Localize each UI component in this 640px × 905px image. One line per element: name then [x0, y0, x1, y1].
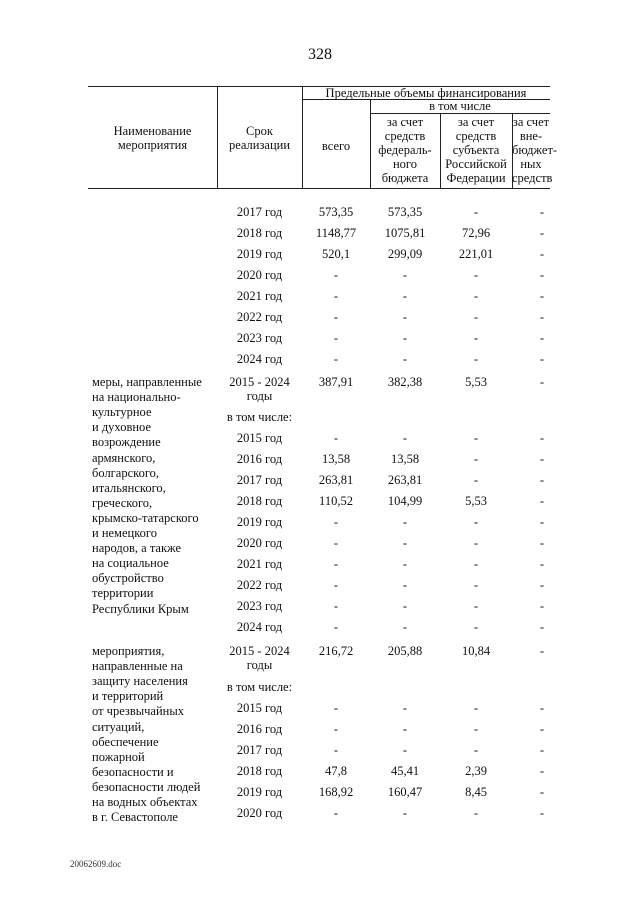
cell-total: - [333, 599, 339, 613]
cell-subject: - [473, 515, 479, 529]
cell-subject: - [473, 599, 479, 613]
header-offbudget-line: ных [520, 157, 542, 171]
cell-offbudget: - [539, 536, 545, 550]
cell-federal: - [402, 743, 408, 757]
cell-federal: 13,58 [390, 452, 420, 466]
cell-total: - [333, 722, 339, 736]
cell-offbudget: - [539, 578, 545, 592]
cell-period: 2020 год [236, 536, 283, 550]
measure-text-line: обеспечение [92, 734, 159, 749]
cell-federal: 45,41 [390, 764, 420, 778]
cell-period: 2021 год [236, 557, 283, 571]
cell-offbudget: - [539, 289, 545, 303]
cell-subject: - [473, 578, 479, 592]
cell-subject: 10,84 [461, 644, 491, 658]
cell-period: 2017 год [236, 743, 283, 757]
cell-offbudget: - [539, 515, 545, 529]
cell-total: 216,72 [318, 644, 354, 658]
cell-subject: - [473, 806, 479, 820]
header-offbudget-line: средств [512, 171, 553, 185]
cell-federal: - [402, 268, 408, 282]
cell-subject: - [473, 310, 479, 324]
cell-federal: - [402, 701, 408, 715]
header-bottom-border [88, 188, 550, 189]
measure-text-line: и немецкого [92, 526, 157, 540]
cell-period: 2022 год [236, 578, 283, 592]
measure-text-line: культурное [92, 405, 152, 420]
cell-offbudget: - [539, 743, 545, 757]
cell-subject: - [473, 473, 479, 487]
cell-period: 2020 год [236, 806, 283, 820]
measure-text-line: и духовное [92, 420, 151, 435]
header-subject-line: средств [455, 129, 497, 143]
cell-offbudget: - [539, 620, 545, 634]
cell-period: 2021 год [236, 289, 283, 303]
header-subject-line: Российской [445, 157, 507, 171]
cell-offbudget: - [539, 205, 545, 219]
cell-period: 2015 год [236, 701, 283, 715]
footer-filename: 20062609.doc [70, 859, 122, 869]
cell-total: 110,52 [319, 494, 353, 508]
cell-federal: - [402, 352, 408, 366]
cell-total: - [333, 268, 339, 282]
cell-offbudget: - [539, 226, 545, 240]
header-subject-line: Федерации [446, 171, 506, 185]
header-name-line: мероприятия [117, 138, 188, 152]
cell-period: 2024 год [236, 620, 283, 634]
cell-subject: - [473, 701, 479, 715]
cell-total: 47,8 [325, 764, 347, 778]
cell-period: 2018 год [236, 494, 283, 508]
header-total: всего [321, 139, 351, 153]
cell-federal: 299,09 [387, 247, 423, 261]
cell-offbudget: - [539, 352, 545, 366]
cell-subject: - [473, 557, 479, 571]
cell-total: - [333, 557, 339, 571]
cell-total: - [333, 515, 339, 529]
cell-total: 263,81 [318, 473, 354, 487]
measure-text-line: территории [92, 586, 154, 601]
measure-text-line: и территорий [92, 689, 164, 704]
cell-federal: - [402, 536, 408, 550]
measure-text-line: защиту населения [92, 674, 188, 689]
cell-subject: 5,53 [465, 375, 487, 389]
measure-text-line: на национально- [92, 390, 181, 405]
cell-offbudget: - [539, 599, 545, 613]
cell-federal: - [402, 722, 408, 736]
cell-total: 387,91 [318, 375, 354, 389]
cell-period: 2022 год [236, 310, 283, 324]
header-federal-line: за счет [386, 115, 424, 129]
cell-subject: 5,53 [465, 494, 487, 508]
header-offbudget-line: за счет [512, 115, 550, 129]
measure-text-line: на социальное [92, 556, 169, 571]
cell-total: - [333, 352, 339, 366]
cell-period: 2019 год [236, 247, 283, 261]
cell-offbudget: - [539, 452, 545, 466]
header-federal-line: средств [384, 129, 426, 143]
cell-period: 2016 год [236, 452, 283, 466]
header-federal-line: ного [392, 157, 417, 171]
cell-federal: - [402, 557, 408, 571]
cell-total: - [333, 578, 339, 592]
cell-total: 1148,77 [315, 226, 357, 240]
cell-subject: 72,96 [461, 226, 491, 240]
cell-subject: - [473, 722, 479, 736]
measure-text-line: на водных объектах [92, 795, 198, 809]
cell-offbudget: - [539, 494, 545, 508]
cell-offbudget: - [539, 375, 545, 389]
measure-text-line: Республики Крым [92, 601, 189, 616]
cell-federal: - [402, 331, 408, 345]
cell-subject: 2,39 [465, 764, 487, 778]
cell-offbudget: - [539, 785, 545, 799]
cell-total: - [333, 289, 339, 303]
cell-offbudget: - [539, 431, 545, 445]
cell-offbudget: - [539, 473, 545, 487]
cell-period: 2015 - 2024 [229, 375, 290, 389]
measure-text-line: от чрезвычайных [92, 704, 185, 719]
cell-period: 2023 год [236, 331, 283, 345]
measure-text-line: болгарского, [92, 465, 160, 480]
cell-total: 573,35 [318, 205, 354, 219]
cell-period: годы [246, 658, 273, 672]
cell-subject: - [473, 620, 479, 634]
header-federal-line: бюджета [381, 171, 429, 185]
cell-subject: - [473, 268, 479, 282]
cell-offbudget: - [539, 722, 545, 736]
cell-federal: - [402, 620, 408, 634]
header-federal-line: федераль- [378, 143, 432, 157]
col-divider-2 [302, 86, 303, 188]
cell-federal: - [402, 289, 408, 303]
cell-period: 2019 год [236, 785, 283, 799]
cell-total: 168,92 [318, 785, 354, 799]
cell-federal: 573,35 [387, 205, 423, 219]
cell-period: в том числе: [226, 680, 293, 694]
measure-text-line: в г. Севастополе [92, 810, 178, 825]
cell-total: - [333, 310, 339, 324]
cell-federal: 104,99 [387, 494, 423, 508]
cell-total: - [333, 536, 339, 550]
cell-subject: - [473, 352, 479, 366]
cell-total: - [333, 620, 339, 634]
header-funding-group: Предельные объемы финансирования [325, 86, 527, 100]
cell-period: 2018 год [236, 226, 283, 240]
header-including: в том числе [429, 99, 491, 113]
header-period-line: Срок [246, 124, 273, 138]
cell-period: 2015 год [236, 431, 283, 445]
header-offbudget-line: бюджет- [512, 143, 558, 157]
measure-text-line: греческого, [92, 495, 153, 510]
cell-federal: 263,81 [387, 473, 423, 487]
measure-text-line: направленные на [92, 659, 183, 674]
cell-period: 2017 год [236, 205, 283, 219]
cell-subject: - [473, 452, 479, 466]
cell-offbudget: - [539, 557, 545, 571]
cell-offbudget: - [539, 268, 545, 282]
measure-text-line: народов, а также [92, 541, 182, 556]
cell-federal: - [402, 599, 408, 613]
measure-text-line: возрождение [92, 435, 161, 450]
measure-text-line: обустройство [92, 571, 164, 586]
page-number: 328 [308, 46, 332, 63]
measure-text-line: мероприятия, [92, 644, 165, 658]
header-period-line: реализации [228, 138, 291, 152]
header-subject-line: за счет [457, 115, 495, 129]
measure-text-line: пожарной [92, 749, 145, 764]
cell-subject: 8,45 [465, 785, 487, 799]
header-subject-line: субъекта [452, 143, 500, 157]
cell-period: 2024 год [236, 352, 283, 366]
cell-total: - [333, 331, 339, 345]
cell-subject: - [473, 205, 479, 219]
cell-offbudget: - [539, 247, 545, 261]
cell-offbudget: - [539, 701, 545, 715]
cell-federal: - [402, 806, 408, 820]
cell-offbudget: - [539, 806, 545, 820]
cell-offbudget: - [539, 331, 545, 345]
cell-period: 2023 год [236, 599, 283, 613]
measure-text-line: итальянского, [92, 480, 166, 495]
cell-offbudget: - [539, 310, 545, 324]
cell-period: в том числе: [226, 410, 293, 424]
cell-offbudget: - [539, 644, 545, 658]
measure-text-line: безопасности и [92, 764, 174, 779]
cell-federal: - [402, 431, 408, 445]
cell-offbudget: - [539, 764, 545, 778]
cell-period: 2019 год [236, 515, 283, 529]
cell-period: 2017 год [236, 473, 283, 487]
cell-subject: - [473, 431, 479, 445]
measure-text-line: ситуаций, [92, 719, 145, 734]
cell-subject: - [473, 289, 479, 303]
cell-federal: - [402, 515, 408, 529]
measure-text-line: меры, направленные [92, 375, 202, 389]
cell-period: годы [246, 389, 273, 403]
including-divider [370, 113, 550, 114]
cell-period: 2020 год [236, 268, 283, 282]
measure-text-line: крымско-татарского [92, 510, 199, 525]
cell-total: - [333, 701, 339, 715]
cell-federal: - [402, 310, 408, 324]
cell-subject: - [473, 536, 479, 550]
cell-federal: 1075,81 [384, 226, 426, 240]
cell-federal: 160,47 [387, 785, 423, 799]
header-offbudget-line: вне- [519, 129, 543, 143]
cell-federal: 205,88 [387, 644, 423, 658]
cell-federal: 382,38 [387, 375, 423, 389]
cell-total: - [333, 743, 339, 757]
cell-subject: - [473, 743, 479, 757]
cell-federal: - [402, 578, 408, 592]
measure-text-line: безопасности людей [92, 779, 201, 794]
cell-total: - [333, 806, 339, 820]
cell-subject: - [473, 331, 479, 345]
cell-total: 13,58 [321, 452, 351, 466]
cell-total: - [333, 431, 339, 445]
cell-period: 2016 год [236, 722, 283, 736]
cell-total: 520,1 [321, 247, 351, 261]
cell-subject: 221,01 [458, 247, 494, 261]
header-name-line: Наименование [113, 124, 192, 138]
measure-text-line: армянского, [92, 450, 156, 465]
cell-period: 2015 - 2024 [229, 644, 290, 658]
cell-period: 2018 год [236, 764, 283, 778]
